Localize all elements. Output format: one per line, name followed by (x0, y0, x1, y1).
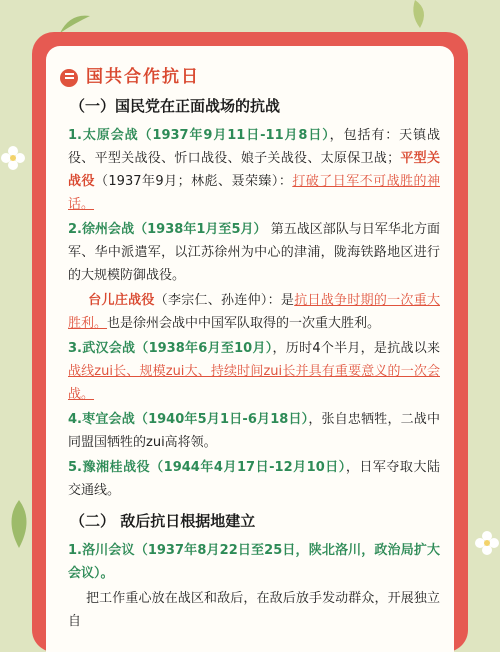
zaoyi-text: ，张自忠牺牲，二战中同盟国牺牲的zui高将领。 (68, 412, 440, 450)
xuzhou-paragraph (60, 218, 440, 287)
content-panel (46, 46, 454, 652)
work-focus-paragraph (60, 587, 440, 633)
wuhan-significance: 战线zui长、规模zui大、持续时间zui长并具有重要意义的一次会战。 (68, 364, 440, 402)
yuxianggui-label: 5.豫湘桂战役（1944年4月17日-12月10日） (68, 460, 346, 475)
xuzhou-label: 2.徐州会战（1938年1月至5月） (68, 222, 267, 237)
leaf-decoration-left (4, 500, 34, 550)
taiyuan-paragraph (60, 124, 440, 216)
xuzhou-text: 第五战区部队与日军华北方面军、华中派遣军，以江苏徐州为中心的津浦，陇海铁路地区进行的大规模防御战役。 (68, 222, 440, 283)
part2-heading: （二） 敌后抗日根据地建立 (70, 512, 256, 530)
yuxianggui-text: ，日军夺取大陆交通线。 (68, 460, 440, 498)
section-title-row (60, 66, 440, 89)
pingxingguan-significance: 打破了日军不可战胜的神话。 (68, 174, 440, 212)
zaoyi-paragraph (60, 408, 440, 454)
pingxingguan-text: （1937年9月；林彪、聂荣臻）： (94, 174, 293, 189)
taierzhuang-text: （李宗仁、孙连仲）：是 (154, 293, 295, 308)
luochuan-paragraph (60, 539, 440, 585)
section-number-icon (60, 69, 78, 87)
zaoyi-label: 4.枣宜会战（1940年5月1日-6月18日） (68, 412, 309, 427)
section-title: 国共合作抗日 (86, 67, 200, 87)
part1-heading: （一）国民党在正面战场的抗战 (70, 97, 281, 115)
wuhan-label: 3.武汉会战（1938年6月至10月） (68, 341, 273, 356)
taierzhuang-label: 台儿庄战役 (88, 293, 155, 308)
wuhan-text: ，历时4个半月，是抗战以来 (272, 341, 440, 356)
flower-icon-left (0, 145, 26, 171)
taiyuan-label: 1.太原会战（1937年9月11日-11月8日） (68, 128, 330, 143)
leaf-decoration-top-right (395, 0, 435, 30)
taiyuan-text: ，包括有：天镇战役、平型关战役、忻口战役、娘子关战役、太原保卫战； (68, 128, 440, 166)
work-focus-text: 把工作重心放在战区和敌后，在敌后放手发动群众，开展独立自 (68, 591, 440, 629)
content-card (32, 32, 468, 652)
taierzhuang-significance: 抗日战争时期的一次重大胜利。 (68, 293, 440, 331)
flower-icon-right (474, 530, 500, 556)
taierzhuang-text-2: 也是徐州会战中中国军队取得的一次重大胜利。 (107, 316, 381, 331)
wuhan-paragraph (60, 337, 440, 406)
taierzhuang-paragraph (60, 289, 440, 335)
pingxingguan-label: 平型关战役 (68, 151, 440, 189)
luochuan-label: 1.洛川会议（1937年8月22日至25日，陕北洛川，政治局扩大会议）。 (68, 543, 440, 581)
yuxianggui-paragraph (60, 456, 440, 502)
